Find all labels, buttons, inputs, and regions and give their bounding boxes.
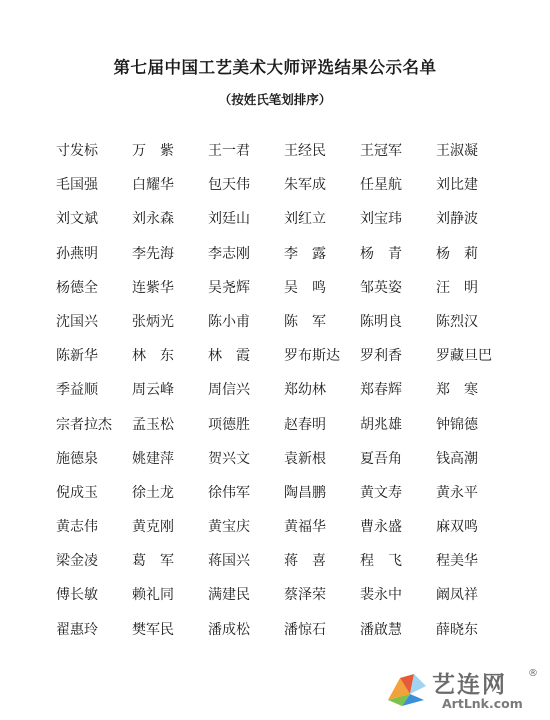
name-cell: 周云峰 [132,382,174,399]
name-cell: 吴尧辉 [208,279,250,296]
name-cell: 李志刚 [208,245,250,262]
name-cell: 项德胜 [208,416,250,433]
name-cell: 黄志伟 [56,519,98,536]
name-cell: 葛 军 [132,553,174,570]
name-cell: 黄文寿 [360,484,402,501]
name-cell: 程 飞 [360,553,402,570]
name-cell: 李先海 [132,245,174,262]
name-cell: 潘啟慧 [360,621,402,638]
name-cell: 周信兴 [208,382,250,399]
name-cell: 孟玉松 [132,416,174,433]
name-cell: 郑春辉 [360,382,402,399]
name-list-grid [56,141,526,654]
name-cell: 徐土龙 [132,484,174,501]
name-cell: 傅长敏 [56,587,98,604]
name-cell: 寸发标 [56,143,98,159]
name-cell: 袁新根 [284,450,326,467]
name-cell: 陈新华 [56,348,98,365]
name-cell: 刘廷山 [208,211,250,228]
document-subtitle: （按姓氏笔划排序） [218,92,332,107]
name-cell: 汪 明 [436,279,478,296]
name-cell: 宗者拉杰 [56,416,112,433]
name-cell: 林 霞 [208,348,250,365]
name-cell: 杨 青 [360,245,402,262]
name-cell: 黄克刚 [132,519,174,536]
name-cell: 薛晓东 [436,621,478,638]
name-cell: 蔡泽荣 [284,587,326,604]
name-cell: 黄宝庆 [208,519,250,536]
name-cell: 孙燕明 [56,245,98,262]
name-cell: 胡兆雄 [360,416,402,433]
name-cell: 钟锦德 [436,416,478,433]
name-cell: 麻双鸣 [436,519,478,536]
artlink-logo-icon [384,670,428,710]
name-cell: 陈明良 [360,313,402,330]
name-cell: 曹永盛 [360,519,402,536]
watermark-url: ArtLnk.com [442,696,523,711]
name-cell: 季益顺 [56,382,98,399]
name-cell: 黄福华 [284,519,326,536]
name-cell: 姚建萍 [132,450,174,467]
name-cell: 钱高潮 [436,450,478,467]
name-cell: 刘静波 [436,211,478,228]
name-cell: 赖礼同 [132,587,174,604]
name-cell: 包天伟 [208,177,250,194]
name-cell: 倪成玉 [56,484,98,501]
name-cell: 李 露 [284,245,326,262]
name-cell: 王经民 [284,143,326,159]
name-cell: 张炳光 [132,313,174,330]
name-cell: 罗利香 [360,348,402,365]
name-cell: 杨 莉 [436,245,478,262]
document-title: 第七届中国工艺美术大师评选结果公示名单 [113,58,437,77]
name-cell: 梁金凌 [56,553,98,570]
name-cell: 刘永森 [132,211,174,228]
name-cell: 陈小甫 [208,313,250,330]
name-cell: 白耀华 [132,177,174,194]
name-cell: 任星航 [360,177,402,194]
name-cell: 王冠军 [360,143,402,159]
name-cell: 林 东 [132,348,174,365]
watermark [384,666,544,714]
name-cell: 黄永平 [436,484,478,501]
name-cell: 徐伟军 [208,484,250,501]
name-cell: 潘成松 [208,621,250,638]
name-cell: 万 紫 [132,143,174,159]
name-cell: 满建民 [208,587,250,604]
name-cell: 连紫华 [132,279,174,296]
name-cell: 刘宝玮 [360,211,402,228]
name-cell: 陈 军 [284,313,326,330]
name-cell: 翟惠玲 [56,621,98,638]
name-cell: 程美华 [436,553,478,570]
name-cell: 朱军成 [284,177,326,194]
registered-mark: ® [528,668,538,679]
name-cell: 沈国兴 [56,313,98,330]
name-cell: 施德泉 [56,450,98,467]
name-cell: 阚凤祥 [436,587,478,604]
name-cell: 邹英姿 [360,279,402,296]
name-cell: 吴 鸣 [284,279,326,296]
name-cell: 陈烈汉 [436,313,478,330]
name-cell: 裴永中 [360,587,402,604]
name-cell: 杨德全 [56,279,98,296]
name-cell: 刘文斌 [56,211,98,228]
name-cell: 樊军民 [132,621,174,638]
name-cell: 陶昌鹏 [284,484,326,501]
name-cell: 郑 寒 [436,382,478,399]
name-cell: 郑幼林 [284,382,326,399]
name-cell: 毛国强 [56,177,98,194]
name-cell: 潘惊石 [284,621,326,638]
name-cell: 赵春明 [284,416,326,433]
name-cell: 罗藏旦巴 [436,348,492,365]
name-cell: 刘比建 [436,177,478,194]
name-cell: 王淑凝 [436,143,478,159]
name-cell: 夏吾角 [360,450,402,467]
name-cell: 罗布斯达 [284,348,340,365]
name-cell: 王一君 [208,143,250,159]
name-cell: 蒋国兴 [208,553,250,570]
name-cell: 刘红立 [284,211,326,228]
name-cell: 蒋 喜 [284,553,326,570]
watermark-brand: 艺连网 [432,672,507,698]
name-cell: 贺兴文 [208,450,250,467]
